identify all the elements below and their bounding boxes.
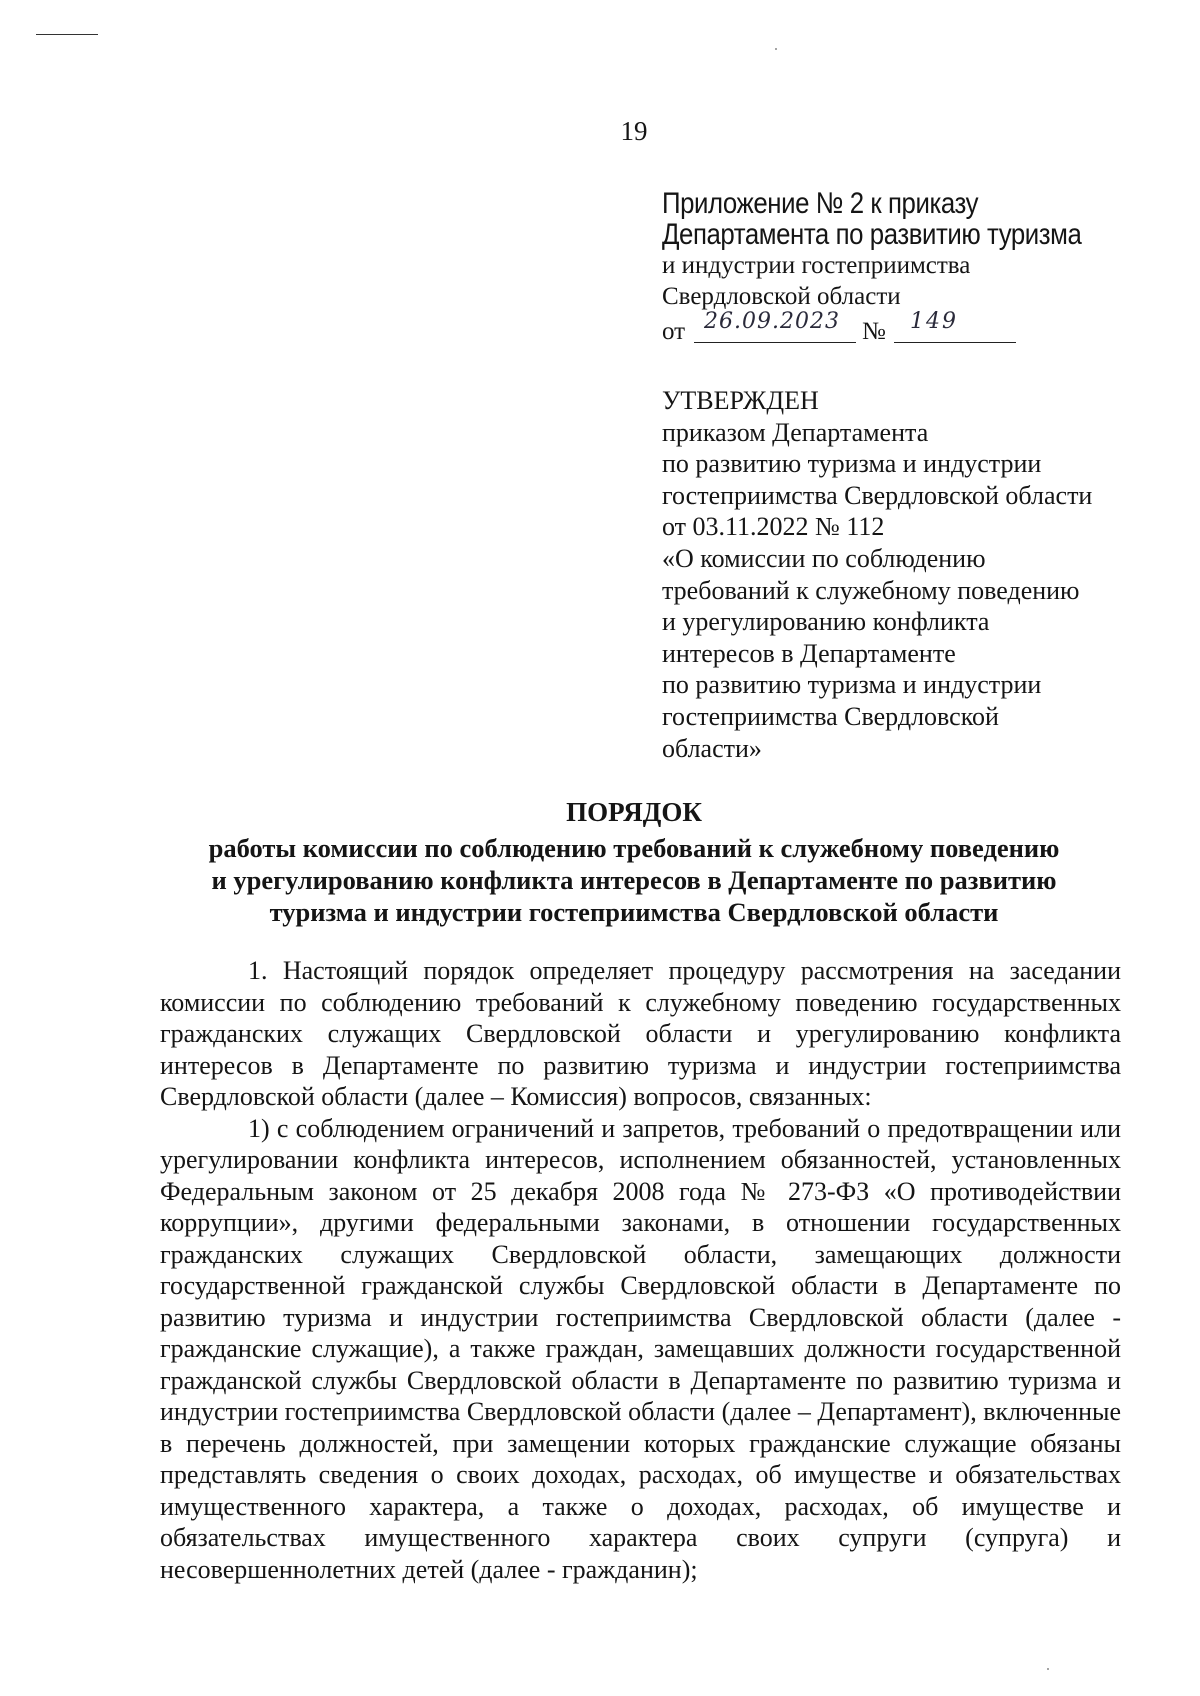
approved-line: гостеприимства Свердловской области xyxy=(662,480,1093,510)
approved-heading: УТВЕРЖДЕН xyxy=(662,386,819,415)
appendix-block xyxy=(662,188,1150,348)
appendix-line-1: Приложение № 2 к приказу xyxy=(662,187,979,220)
date-number-row xyxy=(662,309,1150,348)
handwritten-date: 26.09.2023 xyxy=(704,309,840,334)
document-title-main: ПОРЯДОК xyxy=(566,797,702,827)
body-text xyxy=(160,955,1121,1585)
approved-line: «О комиссии по соблюдению xyxy=(662,543,986,573)
approved-line: по развитию туризма и индустрии xyxy=(662,449,1042,479)
corner-mark xyxy=(36,34,98,35)
scan-speck xyxy=(775,48,777,50)
number-label: № xyxy=(862,318,886,345)
document-subtitle-line: и урегулированию конфликта интересов в Департаменте по развитию xyxy=(211,865,1057,895)
appendix-line-4: Свердловской области xyxy=(662,283,901,310)
approved-line: области» xyxy=(662,733,762,763)
approved-line: приказом Департамента xyxy=(662,417,929,447)
appendix-line-2: Департамента по развитию туризма xyxy=(662,218,1082,251)
document-title xyxy=(0,796,1200,928)
paragraph: 1. Настоящий порядок определяет процедуру рассмотрения на заседании комиссии по соблюдению требований к служебному поведению государственных гражданских служащих Свердловской области и урегулированию конфликта интересов в Департаменте по развитию туризма и индустрии гостеприимства Свердловской области (далее – Комиссия) вопросов, связанных: xyxy=(160,956,1121,1111)
appendix-line-3: и индустрии гостеприимства xyxy=(662,252,971,279)
scan-speck xyxy=(1047,1668,1049,1670)
date-label: от xyxy=(662,318,686,345)
approved-line: интересов в Департаменте xyxy=(662,638,956,668)
handwritten-number: 149 xyxy=(910,309,958,334)
document-subtitle-line: работы комиссии по соблюдению требований к служебному поведению xyxy=(208,833,1060,863)
approved-line: от 03.11.2022 № 112 xyxy=(662,512,885,542)
approved-block xyxy=(662,385,1092,764)
document-subtitle-line: туризма и индустрии гостеприимства Свердловской области xyxy=(269,897,999,927)
approved-line: по развитию туризма и индустрии xyxy=(662,670,1042,700)
page-number: 19 xyxy=(620,116,648,146)
approved-line: гостеприимства Свердловской xyxy=(662,701,999,731)
paragraph: 1) с соблюдением ограничений и запретов, требований о предотвращении или урегулировании конфликта интересов, исполнением обязанностей, установленных Федеральным законом от 25 декабря 2008 года № 273-ФЗ «О противодействии коррупции», другими федеральными законами, в отношении государственных гражданских служащих Свердловской области, замещающих должности государственной гражданской службы Свердловской области в Департаменте по развитию туризма и индустрии гостеприимства Свердловской области (далее - гражданские служащие), а также граждан, замещавших должности государственной гражданской службы Свердловской области в Департаменте по развитию туризма и индустрии гостеприимства Свердловской области (далее – Департамент), включенные в перечень должностей, при замещении которых гражданские служащие обязаны представлять сведения о своих доходах, расходах, об имуществе и обязательствах имущественного характера, а также о доходах, расходах, об имуществе и обязательствах имущественного характера своих супруги (супруга) и несовершеннолетних детей (далее - гражданин); xyxy=(160,1113,1121,1584)
approved-line: требований к служебному поведению xyxy=(662,575,1080,605)
approved-line: и урегулированию конфликта xyxy=(662,607,990,637)
